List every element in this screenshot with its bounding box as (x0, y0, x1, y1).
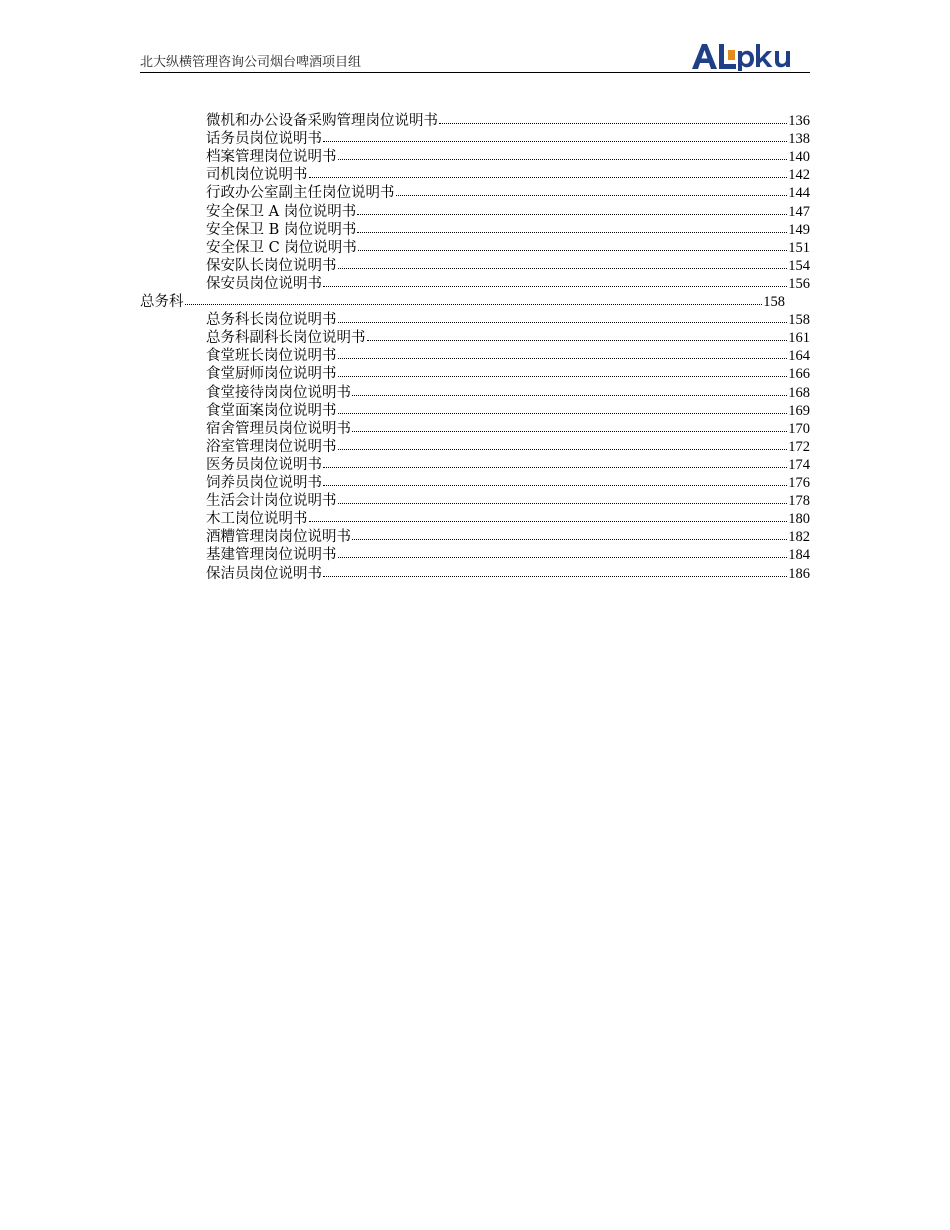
toc-entry[interactable] (140, 293, 785, 311)
toc-entry[interactable] (206, 528, 810, 546)
allpku-logo (690, 41, 802, 71)
toc-entry[interactable] (206, 275, 810, 293)
toc-entry-page: 138 (788, 131, 810, 148)
toc-entry-title: 木工岗位说明书 (206, 511, 308, 528)
toc-leader-dots (338, 437, 788, 450)
toc-leader-dots (323, 274, 787, 287)
toc-leader-dots (357, 220, 787, 233)
toc-entry-page: 180 (788, 511, 810, 528)
toc-leader-dots (323, 564, 787, 577)
logo-text: ALLPKU (690, 41, 695, 42)
toc-leader-dots (439, 111, 787, 124)
toc-entry-page: 172 (788, 438, 810, 455)
toc-entry-page: 144 (788, 185, 810, 202)
toc-leader-dots (323, 455, 787, 468)
toc-entry[interactable] (206, 474, 810, 492)
toc-entry-page: 170 (788, 420, 810, 437)
page-header (140, 40, 810, 73)
toc-entry[interactable] (206, 456, 810, 474)
toc-leader-dots (352, 383, 787, 396)
toc-leader-dots (357, 202, 787, 215)
toc-entry[interactable] (206, 384, 810, 402)
toc-entry-page: 182 (788, 529, 810, 546)
toc-entry[interactable] (206, 329, 810, 347)
toc-entry-title: 总务科副科长岗位说明书 (206, 330, 366, 347)
toc-leader-dots (338, 346, 788, 359)
toc-entry-title: 生活会计岗位说明书 (206, 493, 337, 510)
toc-entry-page: 158 (763, 294, 785, 310)
toc-leader-dots (323, 129, 787, 142)
toc-entry[interactable] (206, 166, 810, 184)
toc-entry[interactable] (206, 221, 810, 239)
toc-entry-page: 147 (788, 203, 810, 220)
toc-entry[interactable] (206, 239, 810, 257)
toc-entry-title: 总务科长岗位说明书 (206, 312, 337, 329)
toc-entry-title: 安全保卫 C 岗位说明书 (206, 239, 357, 256)
toc-entry[interactable] (206, 365, 810, 383)
toc-entry-page: 156 (788, 275, 810, 292)
toc-entry[interactable] (206, 565, 810, 583)
toc-entry-title: 食堂厨师岗位说明书 (206, 366, 337, 383)
toc-entry-page: 151 (788, 239, 810, 256)
toc-entry-title: 司机岗位说明书 (206, 167, 308, 184)
toc-entry-page: 166 (788, 366, 810, 383)
toc-entry-title: 微机和办公设备采购管理岗位说明书 (206, 113, 438, 129)
toc-entry-page: 158 (788, 312, 810, 329)
toc-leader-dots (396, 183, 788, 196)
toc-entry[interactable] (206, 420, 810, 438)
toc-entry[interactable] (206, 203, 810, 221)
toc-entry-page: 174 (788, 456, 810, 473)
toc-entry-page: 168 (788, 384, 810, 401)
toc-entry[interactable] (206, 492, 810, 510)
toc-entry-title: 行政办公室副主任岗位说明书 (206, 185, 395, 202)
toc-leader-dots (352, 419, 787, 432)
toc-entry[interactable] (206, 112, 810, 130)
toc-entry-title: 保安队长岗位说明书 (206, 257, 337, 274)
toc-leader-dots (358, 238, 787, 251)
toc-entry[interactable] (206, 347, 810, 365)
toc-entry-title: 安全保卫 B 岗位说明书 (206, 221, 357, 238)
toc-entry-title: 话务员岗位说明书 (206, 131, 322, 148)
toc-entry-title: 饲养员岗位说明书 (206, 475, 322, 491)
toc-leader-dots (338, 310, 788, 323)
toc-entry-page: 161 (788, 330, 810, 347)
toc-leader-dots (309, 165, 788, 178)
toc-entry[interactable] (206, 148, 810, 166)
toc-leader-dots (338, 256, 788, 269)
toc-entry-title: 宿舍管理员岗位说明书 (206, 420, 351, 437)
toc-leader-dots (338, 545, 788, 558)
toc-leader-dots (323, 473, 787, 486)
toc-leader-dots (185, 292, 763, 305)
toc-entry-title: 浴室管理岗位说明书 (206, 438, 337, 455)
toc-entry-title: 食堂接待岗岗位说明书 (206, 384, 351, 401)
toc-entry[interactable] (206, 311, 810, 329)
toc-entry[interactable] (206, 546, 810, 564)
toc-leader-dots (309, 509, 788, 522)
toc-entry-title: 食堂班长岗位说明书 (206, 348, 337, 365)
toc-entry[interactable] (206, 510, 810, 528)
toc-entry-page: 169 (788, 402, 810, 419)
toc-entry-title: 基建管理岗位说明书 (206, 547, 337, 564)
toc-leader-dots (338, 364, 788, 377)
toc-entry-page: 149 (788, 221, 810, 238)
toc-leader-dots (352, 527, 787, 540)
toc-entry-page: 178 (788, 493, 810, 510)
toc-entry-title: 酒糟管理岗岗位说明书 (206, 529, 351, 546)
toc-entry-title: 安全保卫 A 岗位说明书 (206, 203, 357, 220)
toc-entry-page: 154 (788, 257, 810, 274)
toc-entry-page: 176 (788, 475, 810, 491)
toc-entry-title: 医务员岗位说明书 (206, 456, 322, 473)
toc-entry-page: 140 (788, 149, 810, 166)
toc-entry-page: 136 (788, 113, 810, 129)
header-title: 北大纵横管理咨询公司烟台啤酒项目组 (140, 55, 362, 70)
toc-entry-page: 164 (788, 348, 810, 365)
toc-entry[interactable] (206, 130, 810, 148)
toc-entry-page: 186 (788, 565, 810, 582)
toc-leader-dots (338, 147, 788, 160)
toc-leader-dots (338, 491, 788, 504)
toc-entry-title: 保安员岗位说明书 (206, 275, 322, 292)
toc-entry-title: 总务科 (140, 294, 184, 310)
toc-entry-title: 档案管理岗位说明书 (206, 149, 337, 166)
toc-entry-page: 184 (788, 547, 810, 564)
toc-entry-page: 142 (788, 167, 810, 184)
toc-leader-dots (367, 328, 788, 341)
toc-entry-title: 食堂面案岗位说明书 (206, 402, 337, 419)
toc-entry[interactable] (206, 184, 810, 202)
toc-entry[interactable] (206, 438, 810, 456)
toc-entry-title: 保洁员岗位说明书 (206, 565, 322, 582)
toc-leader-dots (338, 401, 788, 414)
toc-entry[interactable] (206, 257, 810, 275)
toc-entry[interactable] (206, 402, 810, 420)
